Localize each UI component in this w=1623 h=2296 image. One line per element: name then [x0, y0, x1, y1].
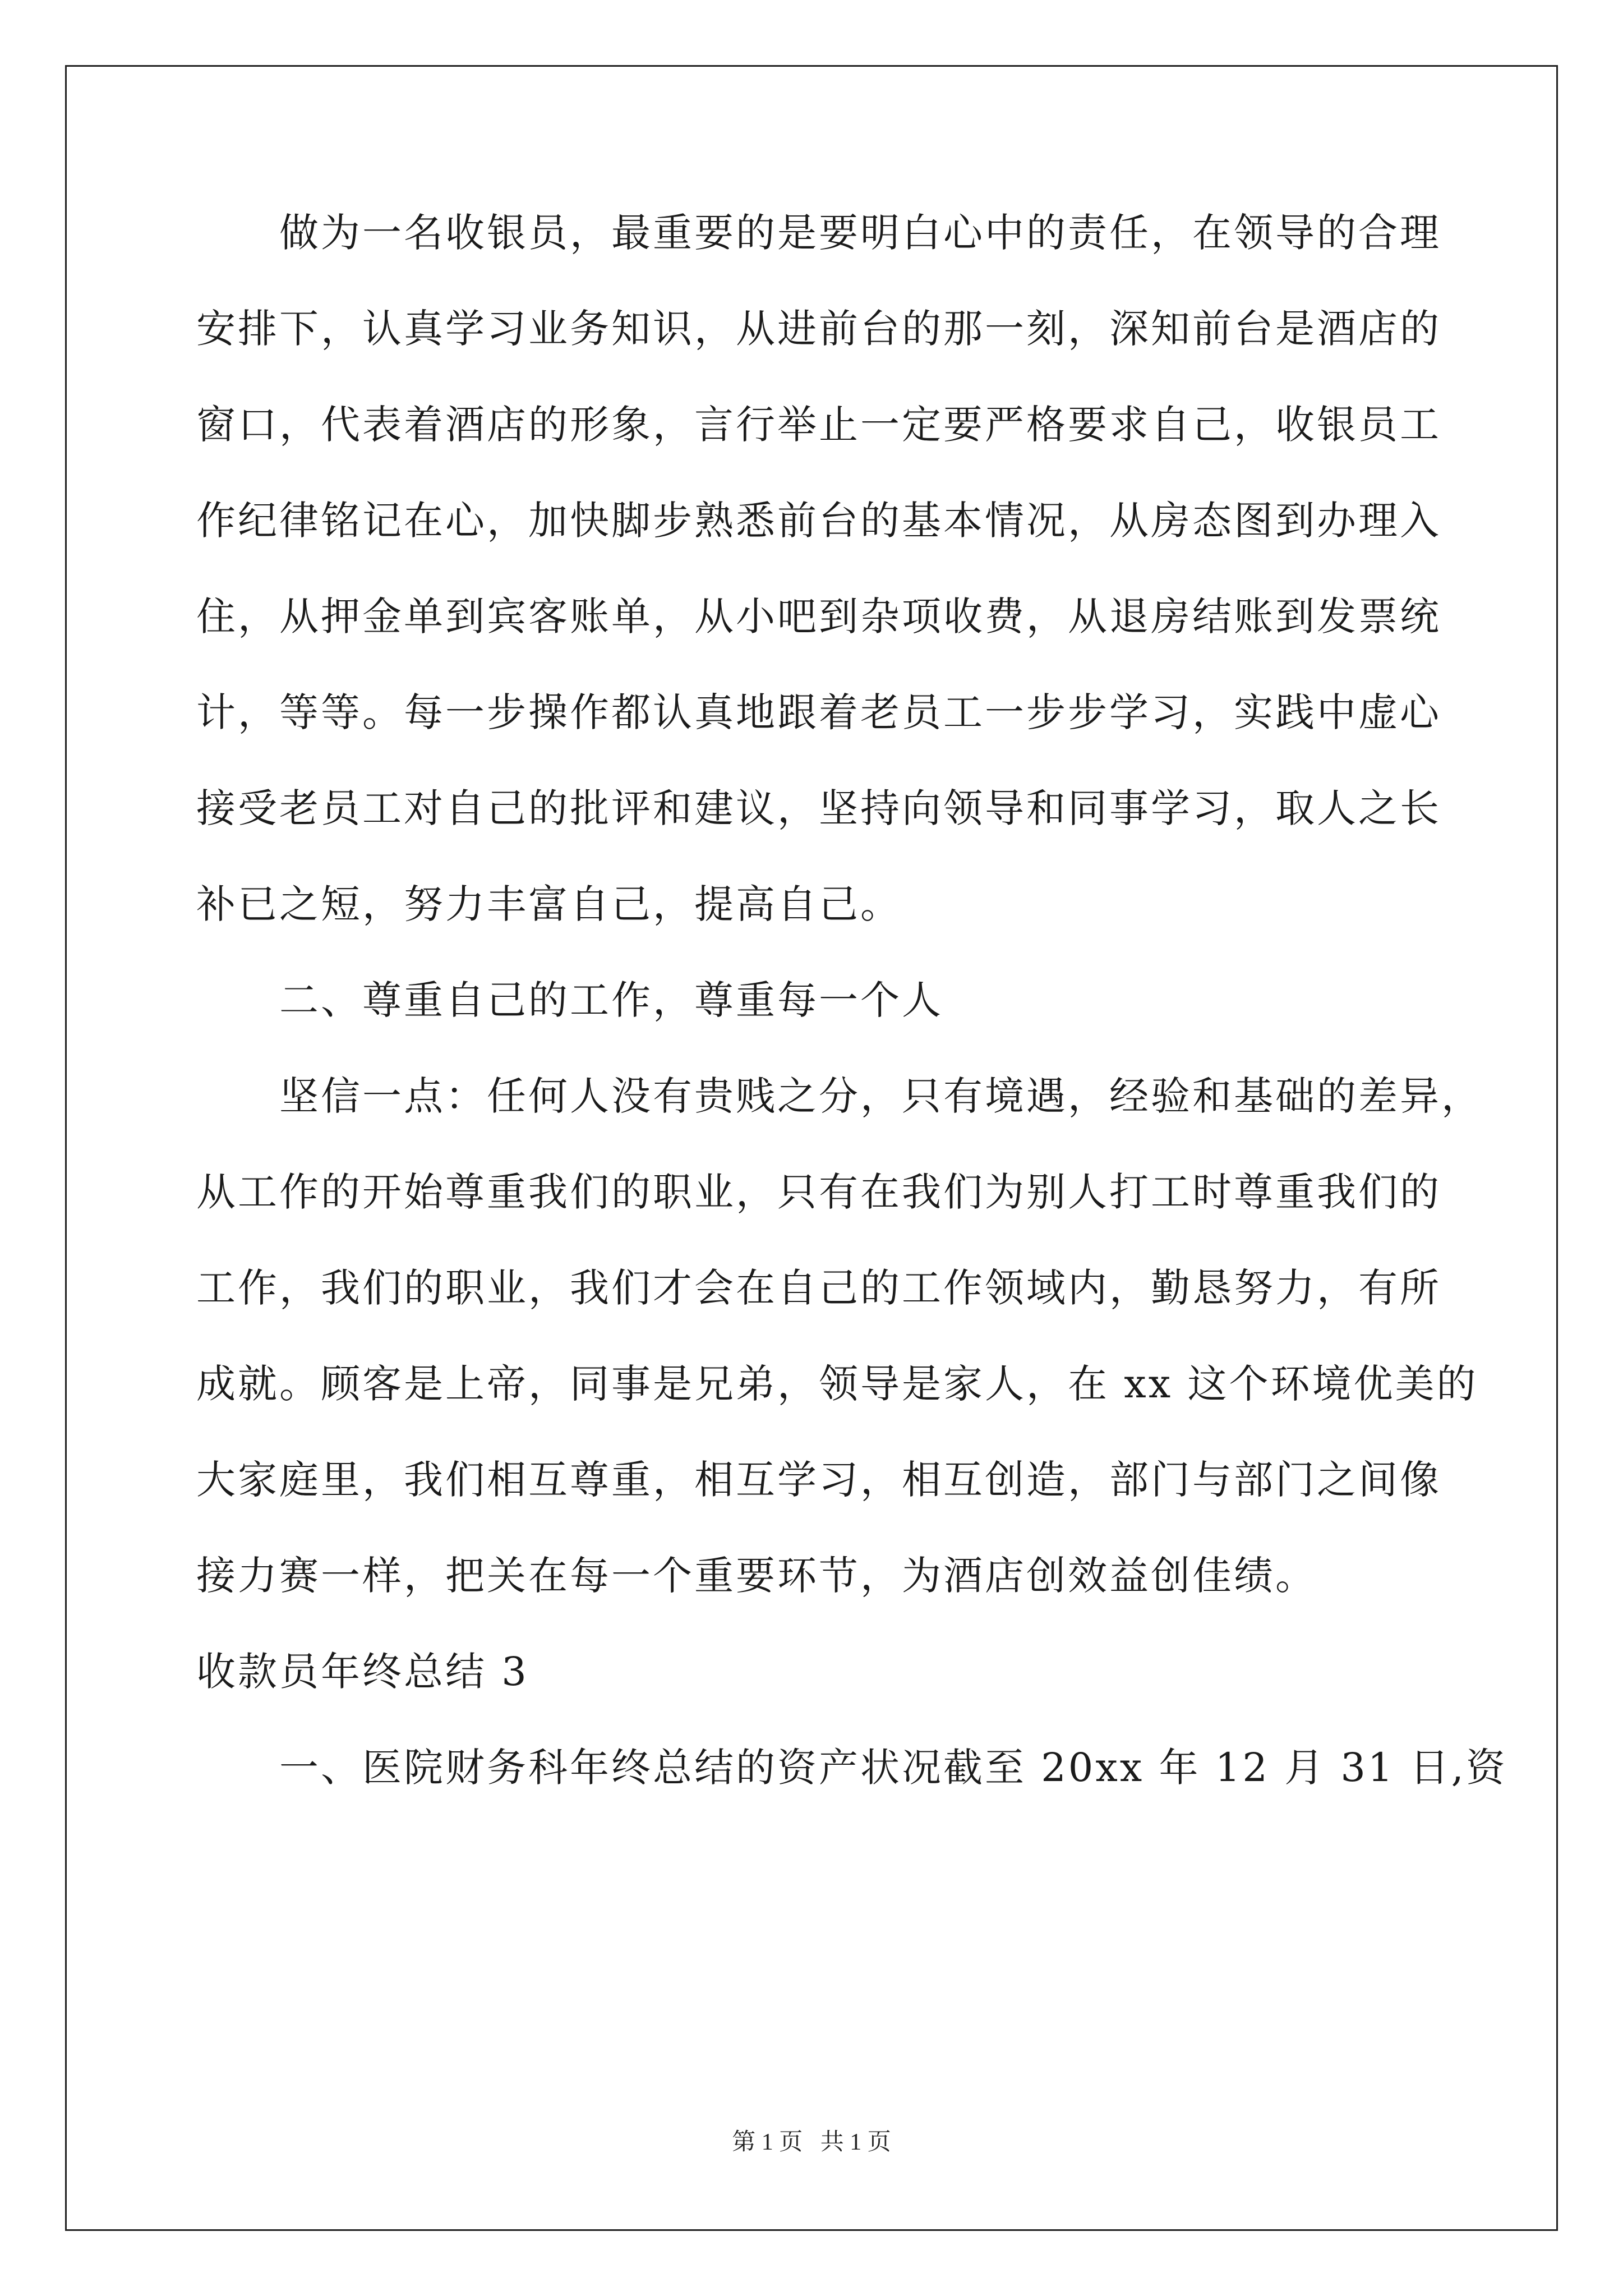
- paragraph-line: 成就。顾客是上帝，同事是兄弟，领导是家人，在 xx 这个环境优美的: [196, 1361, 1478, 1407]
- paragraph-line: 从工作的开始尊重我们的职业，只有在我们为别人打工时尊重我们的: [196, 1169, 1441, 1215]
- page-number-footer: 第 1 页 共 1 页: [732, 2129, 891, 2155]
- paragraph-line: 住，从押金单到宾客账单，从小吧到杂项收费，从退房结账到发票统: [196, 593, 1441, 639]
- paragraph-line: 窗口，代表着酒店的形象，言行举止一定要严格要求自己，收银员工: [196, 402, 1441, 448]
- paragraph-line: 接受老员工对自己的批评和建议，坚持向领导和同事学习，取人之长: [196, 785, 1441, 831]
- page-border: [65, 65, 1558, 2231]
- paragraph-line: 补已之短，努力丰富自己，提高自己。: [196, 881, 902, 927]
- paragraph-line: 做为一名收银员，最重要的是要明白心中的责任，在领导的合理: [196, 210, 1441, 256]
- section-heading: 二、尊重自己的工作，尊重每一个人: [196, 977, 943, 1023]
- paragraph-line: 一、医院财务科年终总结的资产状况截至 20xx 年 12 月 31 日,资: [196, 1745, 1507, 1791]
- paragraph-line: 大家庭里，我们相互尊重，相互学习，相互创造，部门与部门之间像: [196, 1457, 1441, 1503]
- paragraph-line: 工作，我们的职业，我们才会在自己的工作领域内，勤恳努力，有所: [196, 1265, 1441, 1311]
- paragraph-line: 安排下，认真学习业务知识，从进前台的那一刻，深知前台是酒店的: [196, 306, 1441, 352]
- paragraph-line: 计，等等。每一步操作都认真地跟着老员工一步步学习，实践中虚心: [196, 689, 1441, 735]
- paragraph-line: 坚信一点：任何人没有贵贱之分，只有境遇，经验和基础的差异，: [196, 1073, 1483, 1119]
- paragraph-line: 接力赛一样，把关在每一个重要环节，为酒店创效益创佳绩。: [196, 1553, 1317, 1599]
- paragraph-line: 作纪律铭记在心，加快脚步熟悉前台的基本情况，从房态图到办理入: [196, 498, 1441, 544]
- section-title: 收款员年终总结 3: [196, 1649, 529, 1695]
